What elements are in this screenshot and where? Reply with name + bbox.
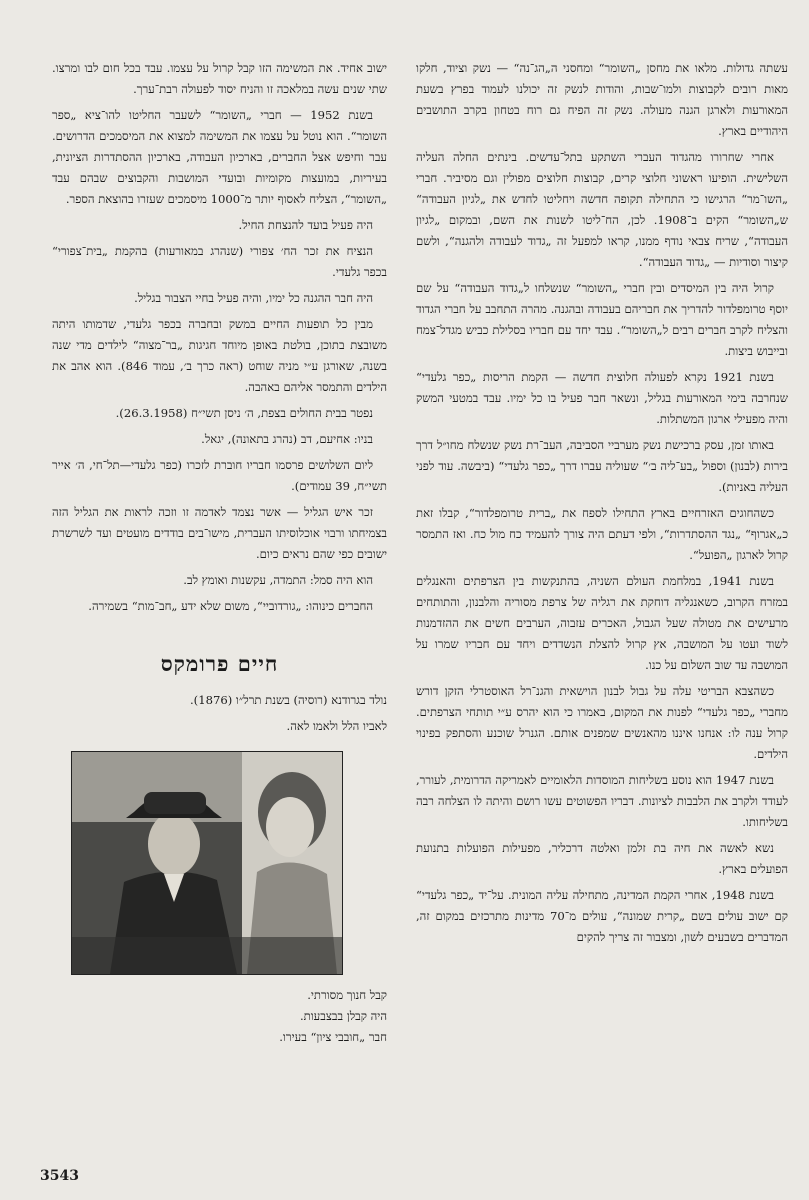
paragraph: בשנת 1947 הוא נוסע בשליחות המוסדות הלאומיים לאמריקה הדרומית, לעורר, לעודד ולקרב את הלבבות לציונות. דבריו הפשוטים עשו רושם והיתה לו הצלחה רבה בשליחותו. xyxy=(416,773,788,829)
entry-intro-line: לאביו הלל ולאמו לאה. xyxy=(286,719,387,733)
paragraph: עשתה גדולות. מלאו את מחסן „השומר“ ומחסני ה„הג־נה“ — נשק וציוד, חלקו מאות רובים לקבוצות ולמו־שבות, והודות לנשק זה יכולנו לעמוד בפרץ בשעת המאורעות ולארגן הגנה מעולה. נשק זה הפיח גם רוח בטחון בקרב התושבים היהודיים בארץ. xyxy=(416,61,788,138)
paragraph: הוא היה סמל: התמדה, עקשנות ואומץ לב. xyxy=(183,573,373,587)
paragraph: באותו זמן, עסק ברכישת נשק מערביי הסביבה, העב־רת נשק שנשלח מחו״ל דרך בירות (לבנון) וספול „בע־ליה ב׳“ שעוליה עברו דרך „כפר גלעדי“ (ביבשה. עוד לפני העליה באניות). xyxy=(416,438,788,494)
paragraph: בשנת 1941, במלחמת העולם השניה, בהתנקשות בין הצרפתים והאנגלים במזרח הקרוב, כשאנגליה דוחקת את רגליה של צרפת מסוריה והלבנון, והתותחים מרעישים את מטולה שעל הגבול, האכרים עזבוה, הערבים חשים את ההזדמנות לשוד ועטו על המושבה, אץ קרול להצלת הנשדדים ויחד עם חבריו שמרו על המושבה עד שוב השלום על כנו. xyxy=(416,574,788,672)
paragraph: היה פעיל בועד להנצחת החיל. xyxy=(238,218,373,232)
paragraph: היה חבר ההגנה כל ימיו, והיה פעיל בחיי הצבור בגליל. xyxy=(134,291,373,305)
entry-intro-line: נולד בגרודנא (רוסיה) בשנת תרל״ו (1876). xyxy=(189,693,387,707)
paragraph: ליום השלושים פרסמו חבריו חוברת לזכרו (כפר גלעדי—תל־חי, ה׳ אייר תשי״ח, 39 עמודים). xyxy=(52,458,387,493)
caption-line: היה קבלן בבצבעות. xyxy=(299,1009,387,1023)
photo-caption xyxy=(52,985,387,1048)
paragraph: אחרי שחרורו מהגדוד העברי השתקע בתל־עדשים. בינתים החלה העליה השלישית. הופיעו ראשוני חלוצי קרים, קבוצות חלוצים מפולין וגם מסיביר. חברי „השו־מר“ הרגישו כי התחילה תקופה חדשה ויחליטו לחדש את „לגיון העבודה“ ש„השומר“ הקים ב־1908. לכן, הח־ליטו לשנות את השם, ובמקום „לגיון העבודה“, שריח צבאי נודף ממנו, קראו למפעל זה „גדוד לעבודה ולהגנה“, ולשם קיצור וסודיות — „גדוד העבודה“. xyxy=(416,150,788,269)
paragraph: בשנת 1921 נקרא לפעולה חלוצית חדשה — הקמת הריסות „כפר גלעדי“ שנחרבה בימי המאורעות בגליל, ונשאר חבר פעיל בו כל ימיו. עבד במטעי המשק והיה מפעילי ארגון המשתלות. xyxy=(416,370,788,426)
caption-line: חבר „חובבי ציון“ בעירו. xyxy=(279,1030,387,1044)
paragraph: הנציח את זכר הח׳ צפורי (שנהרג במאורעות) בהקמת „בית־צפורי“ בכפר גלעדי. xyxy=(52,244,387,279)
left-column xyxy=(52,58,387,1048)
paragraph: החברים כינוהו: „גורדוביי“, משום שלא ידע „חב־מות“ בשמירה. xyxy=(88,599,373,613)
right-column xyxy=(416,58,788,953)
page-number: 3543 xyxy=(40,1168,79,1184)
entry-heading: חיים פרומקס xyxy=(160,651,279,676)
caption-line: קבל חנוך מסורתי. xyxy=(307,988,387,1002)
portrait-photo xyxy=(71,751,343,975)
paragraph: נפטר בבית החולים בצפת, ה׳ ניסן תשי״ח (26.3.1958). xyxy=(115,406,373,420)
paragraph: בשנת 1952 — חברי „השומר“ לשעבר החליטו להו־ציא „ספר השומר“. הוא נוטל על עצמו את המשימה למצוא את המיסמכים הדרושים. עבר וחיפש אצל החברים, בארכיון העבודה, בארכיון ההסתדרות הציונית, בעיריות, במועצות מקומיות ובועדי המושבות והקבוצים שבהם עבד „השומר“, הצליח לאסוף יותר מ־1000 מיסמכים שעזרו בהוצאת הספר. xyxy=(52,108,387,206)
paragraph: מבין כל תופעות החיים במשק ובחברה בכפר גלעדי, שדמותו היתה משובצת בתוכן, בולטת באופן מיוחד חגיגות „בר־מצוה“ לילדים מדי שנה בשנה, שאורגן ע״י מניה שוחט (ראה כרך ב׳, עמוד 846). הוא אהב את הילדים והתמסר אליהם באהבה. xyxy=(52,317,387,394)
paragraph: בניו: אחיעם, דב (נהרג בתאונה), יגאל. xyxy=(201,432,373,446)
paragraph: כשהצבא הבריטי עלה על גבול לבנון הוישאית והגנ־רל האוסטרלי הזקן דורש מחברי „כפר גלעדי“ לפנות את המקום, באמרו כי הוא יהרס ע״י תותחי הצרפתים. קרול ענה לו: אנחנו איננו מהאנשים שמפנים אותם. הגנרל שוכנע והסתפק בפינוי הילדים. xyxy=(416,684,788,761)
paragraph: כשהחוגים האזרחיים בארץ התחילו לספח את „ברית טרומפלדור“, קבלו זאת כ„אגרוף“ „נגד ההסתדרות“, ולפי דעתם היה צורך להעמיד כח מול כח. ואז התמסר קרול לארגון „הפועל“. xyxy=(416,506,788,562)
paragraph: קרול היה בין המיסדים ובין חברי „השומר“ שנשלחו ל„גדוד העבודה“ על שם יוסף טרומפלדור להדריך את חבריהם בעבודה ובהגנה. מהרה התחבב על חברי הגדוד והצליח לקרב חברים רבים ל„השומר“. עבד יחד עם חבריו בסלילת כביש מגדל־צמח ובייבוש ביצות. xyxy=(416,281,788,358)
paragraph: ישוב אחיד. את המשימה הזו קבל קרול על עצמו. עבד בכל חום לבו ומרצו. שתי שנים עשה במלאכה זו והניח יסוד לפעולה רבת־ערך. xyxy=(52,61,387,96)
paragraph: נשא לאשה את חיה בת זלמן ואלטה דרכליר, מפעילות הפועלות בתנועת הפועלים בארץ. xyxy=(416,841,788,876)
paragraph: זכר איש הגליל — אשר נצמד לאדמה זו וזכה לראות את הגליל הזה בצמיחתו ורבוי אוכלוסיתו העברית, מישו־בים בודדים מועטים ועד לשרשרת ישובים כפי שהם נראים כיום. xyxy=(52,505,387,561)
paragraph: בשנת 1948, אחרי הקמת המדינה, מתחילה עליה המונית. על־יד „כפר גלעדי“ קם ישוב עולים בשם „קרית שמונה“, עולים מ־70 מדינות מתרכזים במקום זה, המדברים בשבעים לשון, ומצבור זה צריך להקים xyxy=(416,888,788,944)
